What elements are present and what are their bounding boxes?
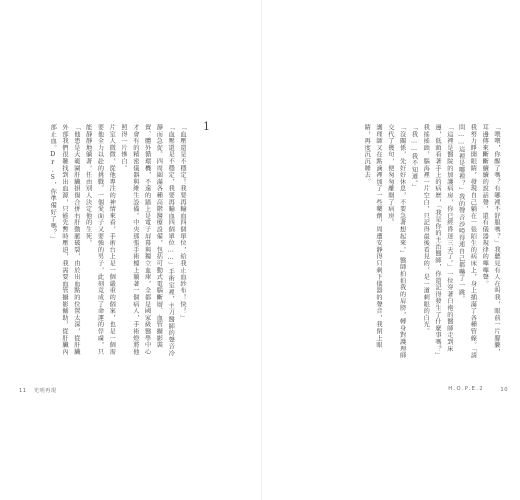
right-paragraph: 「這裡是醫院的加護病房，你已經昏迷三天了。」一位穿著白袍的醫師走到床邊，低頭看著手上的病歷，「我是你的主治醫師，你還記得發生了什麼事嗎？」 [434, 124, 453, 359]
left-paragraph: 「血壓還是不穩定，我要再輸血四個單位……」手術室裡，主刀醫師的聲音冷靜而急促。四周圍滿各種高階醫療設備，包括可動式電腦斷層、血管攝影裝置、體外循環機，不遠的牆上是電子屏幕與獨立血庫，全都是國家級醫學中心才會有的精密儀器與維生設備。中央那張手術檯上躺著一個病人，手術燈將他照得一片慘白。 [120, 124, 175, 357]
left-running-title: 光明再現 [33, 388, 57, 394]
right-body-text [363, 124, 502, 360]
left-folio-number: 11 [19, 388, 27, 394]
right-paragraph: 「喂喂，你醒了嗎？有哪裡不舒服嗎？」我聽見有人在叫我，眼前一片朦朧，耳邊傳來斷斷續續的說話聲，還有儀器規律的嗶嗶聲。 [481, 124, 500, 356]
right-folio-number: 10 [500, 387, 508, 393]
right-paragraph: 護理師又在點滴裡加了一些藥劑，周遭安靜得只剩下儀器的聲音，我閉上眼睛，再度沉沉睡去。 [363, 124, 383, 349]
right-paragraph: 我搖搖頭，腦海裡一片空白，只記得最後看見的，是一道刺眼的白光。「我……我不知道。」 [410, 124, 430, 335]
left-paragraph: 「他患是大範圍肝臟損傷合併右肝動脈破裂，由於出血點的位置太深，從肝臟外部我們很難找到出血源，只能先暫時壓迫，我需要血管攝影輔助，從肝臟內部止血。Dr.S，你準備好了嗎？」 [49, 124, 80, 356]
right-paragraph: 我努力睜開眼睛，發現自己躺在一張陌生的病床上，身上插滿了各種管線。「請問……這裡是哪裡？」我的聲音沙啞得連自己都嚇了一跳。 [457, 124, 477, 359]
right-paragraph: 「沒關係，先好好休息，不要急著想起來。」醫師拍拍我的肩膀，轉身對護理師交代了幾句，便匆匆離開了病房。 [386, 124, 406, 359]
right-running-title: H.O.P.E.2 [448, 386, 484, 392]
left-footer [19, 387, 62, 394]
left-paragraph: 片室人微微，從他專注的神情來看，手術台上是一個嚴重的個案，也是一個需要他全力以赴的挑戰。一個愛面子又要強的男子，此刻竟成了命運的俘虜，只能靜靜地躺著，任由別人決定他的生死。 [84, 124, 116, 356]
left-body-text [28, 124, 188, 360]
left-paragraph: 「血壓還是不穩定！我要再輸血四個單位，給我止血紗布！快！」 [179, 124, 186, 322]
chapter-number: 1 [203, 120, 211, 133]
right-page [262, 0, 520, 500]
